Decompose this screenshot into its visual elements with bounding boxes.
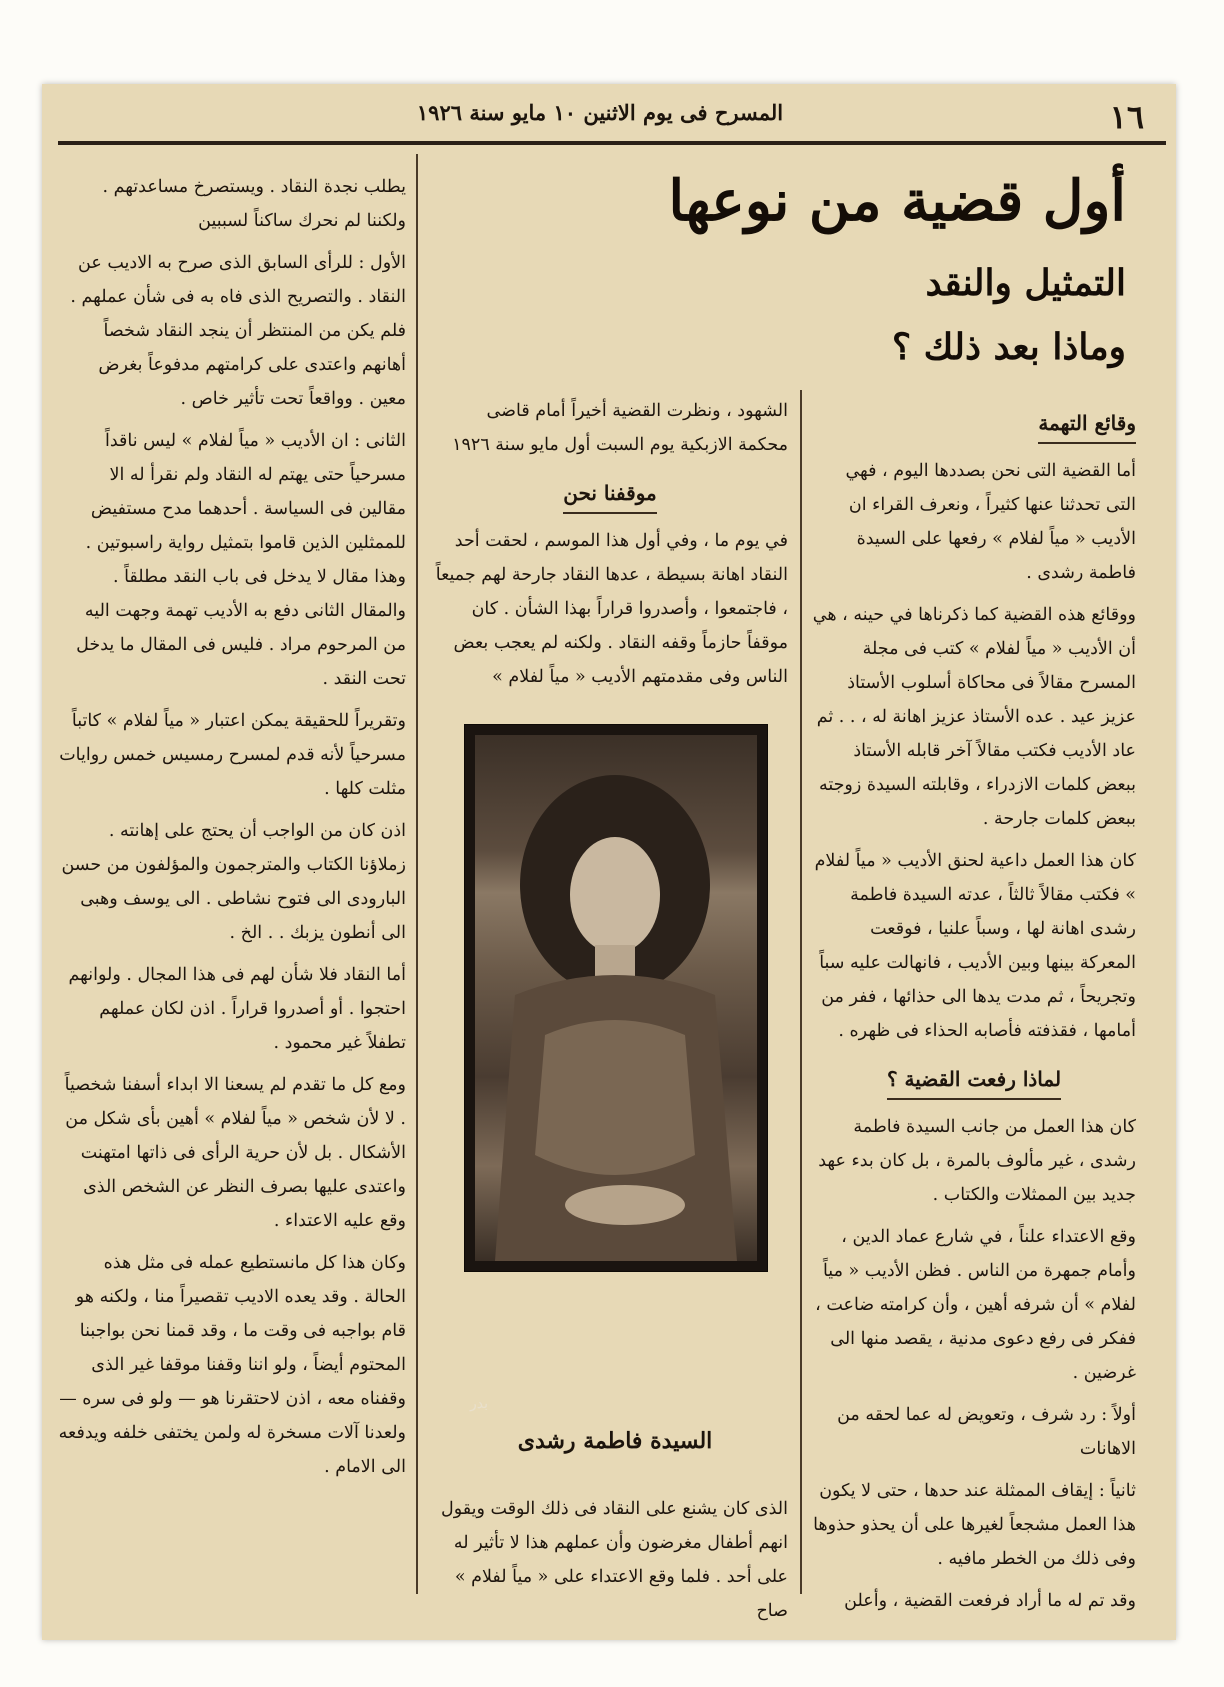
middle-column-continued	[432, 1492, 788, 1636]
paragraph: وقد تم له ما أراد فرفعت القضية ، وأعلن	[844, 1591, 1136, 1611]
portrait-silhouette	[475, 735, 757, 1261]
photographer-signature: بدر	[470, 1396, 489, 1412]
section-heading-charges: وقائع التهمة	[1038, 406, 1136, 444]
left-column	[58, 170, 406, 1492]
paragraph: الذى كان يشنع على النقاد فى ذلك الوقت ويقول انهم أطفال مغرضون وأن عملهم هذا لا تأثير له على أحد . فلما وقع الاعتداء على « مياً لفلام » صاح	[441, 1499, 788, 1621]
paragraph: أما القضية التى نحن بصددها اليوم ، فهي التى تحدثنا عنها كثيراً ، ونعرف القراء ان الأديب « مياً لفلام » رفعها على السيدة فاطمة رشدى .	[845, 461, 1136, 583]
paragraph: أما النقاد فلا شأن لهم فى هذا المجال . ولوانهم احتجوا . أو أصدروا قراراً . اذن لكان عملهم تطفلاً غير محمود .	[68, 965, 406, 1053]
right-column	[812, 400, 1136, 1626]
portrait-image	[475, 735, 757, 1261]
article-title: أول قضية من نوعها	[668, 168, 1126, 234]
paragraph: وكان هذا كل مانستطيع عمله فى مثل هذه الحالة . وقد يعده الاديب تقصيراً منا ، ولكنه هو قام بواجبه فى وقت ما ، وقد قمنا نحن بواجبنا المحتوم أيضاً ، ولو اننا وقفنا موقفا غير الذى وقفناه معه ، اذن لاحتقرنا هو — ولو فى سره — ولعدنا آلات مسخرة له ولمن يختفى خلفه ويدفعه الى الامام .	[58, 1253, 406, 1477]
middle-column	[432, 394, 788, 702]
paragraph: ومع كل ما تقدم لم يسعنا الا ابداء أسفنا شخصياً . لا لأن شخص « مياً لفلام » أهين بأى شكل من الأشكال . بل لأن حرية الرأى فى ذاتها امتهنت واعتدى عليها بصرف النظر عن الشخص الذى وقع عليه الاعتداء .	[64, 1075, 406, 1231]
portrait-photo	[464, 724, 768, 1272]
section-heading-why-case: لماذا رفعت القضية ؟	[887, 1062, 1061, 1100]
paragraph: يطلب نجدة النقاد . ويستصرخ مساعدتهم . ولكننا لم نحرك ساكناً لسببين	[102, 177, 406, 231]
running-header: المسرح فى يوم الاثنين ١٠ مايو سنة ١٩٢٦	[416, 100, 784, 125]
paragraph: الشهود ، ونظرت القضية أخيراً أمام قاضى محكمة الازبكية يوم السبت أول مايو سنة ١٩٢٦	[452, 401, 788, 455]
paragraph: اذن كان من الواجب أن يحتج على إهانته . زملاؤنا الكتاب والمترجمون والمؤلفون من حسن البارودى الى فتوح نشاطى . الى يوسف وهبى الى أنطون يزبك . . الخ .	[61, 821, 406, 943]
paragraph: وقع الاعتداء علناً ، في شارع عماد الدين ، وأمام جمهرة من الناس . فظن الأديب « مياً لفلام » أن شرفه أهين ، وأن كرامته ضاعت ، ففكر فى رفع دعوى مدنية ، يقصد منها الى غرضين .	[815, 1227, 1136, 1383]
paragraph: الثانى : ان الأديب « مياً لفلام » ليس ناقداً مسرحياً حتى يهتم له النقاد ولم نقرأ له الا مقالين فى السياسة . أحدهما مدح مستفيض للممثلين الذين قاموا بتمثيل رواية راسبوتين . وهذا مقال لا يدخل فى باب النقد مطلقاً . والمقال الثانى دفع به الأديب تهمة وجهت اليه من المرحوم مراد . فليس فى المقال ما يدخل تحت النقد .	[76, 431, 406, 689]
paragraph: كان هذا العمل من جانب السيدة فاطمة رشدى ، غير مألوف بالمرة ، بل كان بدء عهد جديد بين الممثلات والكتاب .	[818, 1117, 1136, 1205]
paragraph: وتقريراً للحقيقة يمكن اعتبار « مياً لفلام » كاتباً مسرحياً لأنه قدم لمسرح رمسيس خمس روايات مثلت كلها .	[59, 711, 406, 799]
paragraph: الأول : للرأى السابق الذى صرح به الاديب عن النقاد . والتصريح الذى فاه به فى شأن عملهم . فلم يكن من المنتظر أن ينجد النقاد شخصاً أهانهم واعتدى على كرامتهم مدفوعاً بغرض معين . وواقعاً تحت تأثير خاص .	[70, 253, 406, 409]
column-divider-right	[800, 390, 802, 1594]
page-number: ١٦	[1109, 98, 1144, 136]
article-subtitle-2: وماذا بعد ذلك ؟	[892, 326, 1126, 368]
paragraph: في يوم ما ، وفي أول هذا الموسم ، لحقت أحد النقاد اهانة بسيطة ، عدها النقاد جارحة لهم جميعاً ، فاجتمعوا ، وأصدروا قراراً بهذا الشأن . كان موقفاً حازماً وقفه النقاد . ولكنه لم يعجب بعض الناس وفى مقدمتهم الأديب « مياً لفلام »	[435, 531, 788, 687]
paragraph: أولاً : رد شرف ، وتعويض له عما لحقه من الاهانات	[837, 1405, 1136, 1459]
photo-caption: السيدة فاطمة رشدى	[517, 1428, 713, 1454]
header-rule	[58, 141, 1166, 145]
paragraph: ثانياً : إيقاف الممثلة عند حدها ، حتى لا يكون هذا العمل مشجعاً لغيرها على أن يحذو حذوها وفى ذلك من الخطر مافيه .	[813, 1481, 1136, 1569]
column-divider-left	[416, 154, 418, 1594]
article-subtitle-1: التمثيل والنقد	[925, 262, 1126, 304]
paragraph: ووقائع هذه القضية كما ذكرناها في حينه ، هي أن الأديب « مياً لفلام » كتب فى مجلة المسرح مقالاً فى محاكاة أسلوب الأستاذ عزيز عيد . عده الأستاذ عزيز اهانة له ، . . ثم عاد الأديب فكتب مقالاً آخر قابله الأستاذ ببعض كلمات الازدراء ، وقابلته السيدة زوجته ببعض كلمات جارحة .	[812, 605, 1136, 829]
paragraph: كان هذا العمل داعية لحنق الأديب « مياً لفلام » فكتب مقالاً ثالثاً ، عدته السيدة فاطمة رشدى اهانة لها ، وسباً علنيا ، فوقعت المعركة بينها وبين الأديب ، فانهالت عليه سباً وتجريحاً ، ثم مدت يدها الى حذائها ، ففر من أمامها ، فقذفته فأصابه الحذاء فى ظهره .	[814, 851, 1136, 1041]
section-heading-our-position: موقفنا نحن	[563, 476, 657, 514]
